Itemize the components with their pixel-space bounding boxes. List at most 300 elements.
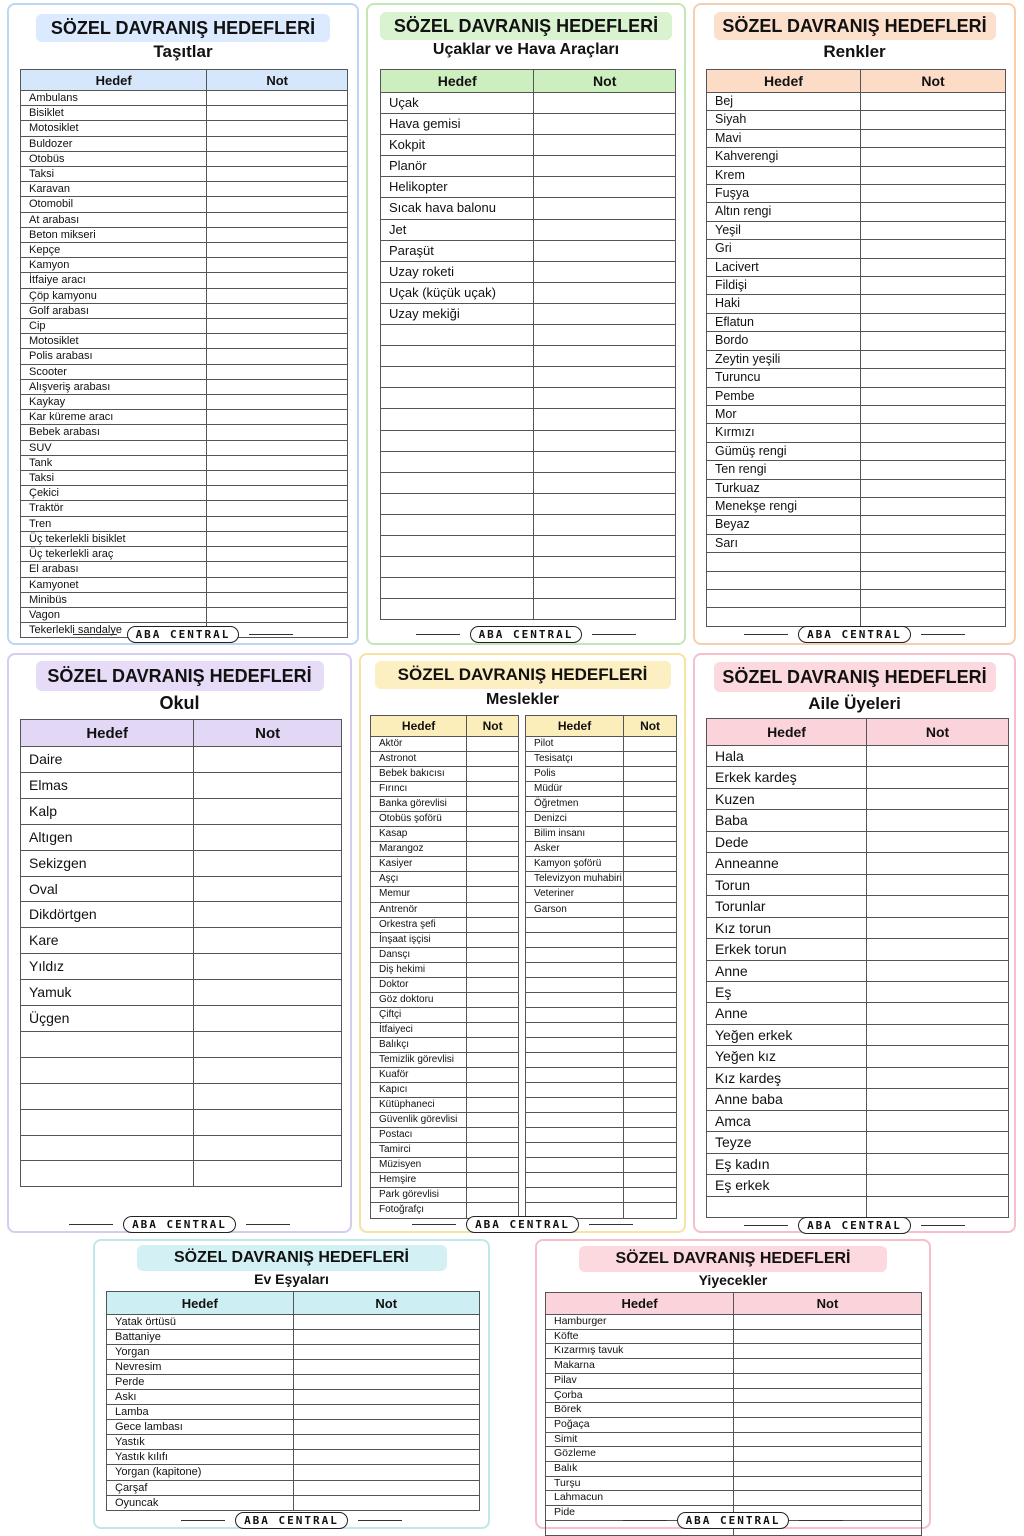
note-cell[interactable] <box>860 405 1005 423</box>
note-cell[interactable] <box>534 451 676 472</box>
note-cell[interactable] <box>207 258 348 273</box>
note-cell[interactable] <box>867 1046 1009 1067</box>
note-cell[interactable] <box>194 876 342 902</box>
note-cell[interactable] <box>534 514 676 535</box>
note-cell[interactable] <box>293 1330 480 1345</box>
table-row <box>21 772 342 798</box>
note-cell[interactable] <box>293 1375 480 1390</box>
note-cell[interactable] <box>293 1390 480 1405</box>
note-cell[interactable] <box>860 479 1005 497</box>
note-cell[interactable] <box>860 332 1005 350</box>
note-cell[interactable] <box>194 928 342 954</box>
note-cell[interactable] <box>734 1388 922 1403</box>
note-cell[interactable] <box>467 857 519 872</box>
note-cell[interactable] <box>534 156 676 177</box>
note-cell[interactable] <box>467 812 519 827</box>
note-cell[interactable] <box>860 497 1005 515</box>
note-cell[interactable] <box>207 121 348 136</box>
note-cell[interactable] <box>860 424 1005 442</box>
note-cell[interactable] <box>194 1109 342 1135</box>
note-cell[interactable] <box>860 571 1005 589</box>
note-cell[interactable] <box>734 1344 922 1359</box>
target-cell <box>381 430 534 451</box>
note-cell[interactable] <box>867 1153 1009 1174</box>
target-cell: Gri <box>707 240 861 258</box>
note-cell[interactable] <box>624 1128 677 1143</box>
note-cell[interactable] <box>194 772 342 798</box>
column-header-target: Hedef <box>381 70 534 93</box>
note-cell[interactable] <box>467 842 519 857</box>
note-cell[interactable] <box>194 1083 342 1109</box>
note-cell[interactable] <box>860 553 1005 571</box>
note-cell[interactable] <box>467 782 519 797</box>
note-cell[interactable] <box>734 1315 922 1330</box>
note-cell[interactable] <box>867 874 1009 895</box>
note-cell[interactable] <box>534 578 676 599</box>
note-cell[interactable] <box>534 177 676 198</box>
note-cell[interactable] <box>207 592 348 607</box>
note-cell[interactable] <box>194 1135 342 1161</box>
target-cell: Astronot <box>371 752 467 767</box>
note-cell[interactable] <box>624 1158 677 1173</box>
note-cell[interactable] <box>194 1057 342 1083</box>
note-cell[interactable] <box>624 1052 677 1067</box>
table-row <box>381 388 676 409</box>
table-row <box>526 1173 677 1188</box>
target-cell: Ambulans <box>21 91 207 106</box>
note-cell[interactable] <box>467 1188 519 1203</box>
note-cell[interactable] <box>207 455 348 470</box>
target-cell: Kırmızı <box>707 424 861 442</box>
note-cell[interactable] <box>207 273 348 288</box>
note-cell[interactable] <box>207 106 348 121</box>
table-row <box>707 240 1006 258</box>
note-cell[interactable] <box>534 114 676 135</box>
target-cell: Oval <box>21 876 194 902</box>
note-cell[interactable] <box>467 1113 519 1128</box>
card-title: SÖZEL DAVRANIŞ HEDEFLERİ <box>380 12 672 40</box>
note-cell[interactable] <box>624 902 677 917</box>
note-cell[interactable] <box>534 240 676 261</box>
note-cell[interactable] <box>860 442 1005 460</box>
table-row <box>371 752 519 767</box>
note-cell[interactable] <box>467 977 519 992</box>
note-cell[interactable] <box>467 1143 519 1158</box>
note-cell[interactable] <box>534 388 676 409</box>
note-cell[interactable] <box>734 1403 922 1418</box>
table-row <box>21 288 348 303</box>
note-cell[interactable] <box>624 1143 677 1158</box>
table-row <box>371 1083 519 1098</box>
note-cell[interactable] <box>534 346 676 367</box>
note-cell[interactable] <box>194 798 342 824</box>
note-cell[interactable] <box>860 461 1005 479</box>
table-row <box>371 1022 519 1037</box>
note-cell[interactable] <box>867 1003 1009 1024</box>
note-cell[interactable] <box>293 1420 480 1435</box>
table-row <box>707 1089 1009 1110</box>
table-row <box>107 1360 480 1375</box>
note-cell[interactable] <box>867 939 1009 960</box>
target-cell: Sekizgen <box>21 850 194 876</box>
note-cell[interactable] <box>467 1007 519 1022</box>
table-row <box>546 1403 922 1418</box>
note-cell[interactable] <box>867 810 1009 831</box>
brand-logo: ABA CENTRAL <box>798 626 911 643</box>
note-cell[interactable] <box>467 917 519 932</box>
target-cell: Çöp kamyonu <box>21 288 207 303</box>
note-cell[interactable] <box>207 182 348 197</box>
note-cell[interactable] <box>534 472 676 493</box>
note-cell[interactable] <box>534 557 676 578</box>
table-row <box>707 497 1006 515</box>
note-cell[interactable] <box>624 917 677 932</box>
target-cell: Minibüs <box>21 592 207 607</box>
note-cell[interactable] <box>867 981 1009 1002</box>
note-cell[interactable] <box>467 737 519 752</box>
note-cell[interactable] <box>624 977 677 992</box>
target-cell <box>381 599 534 620</box>
note-cell[interactable] <box>867 1175 1009 1196</box>
note-cell[interactable] <box>194 1031 342 1057</box>
note-cell[interactable] <box>734 1329 922 1344</box>
note-cell[interactable] <box>207 319 348 334</box>
note-cell[interactable] <box>624 1037 677 1052</box>
target-cell: Taksi <box>21 471 207 486</box>
target-cell: Elmas <box>21 772 194 798</box>
note-cell[interactable] <box>293 1465 480 1480</box>
note-cell[interactable] <box>207 136 348 151</box>
note-cell[interactable] <box>207 91 348 106</box>
note-cell[interactable] <box>534 430 676 451</box>
note-cell[interactable] <box>624 1007 677 1022</box>
note-cell[interactable] <box>534 493 676 514</box>
note-cell[interactable] <box>207 167 348 182</box>
table-row <box>526 752 677 767</box>
table-row <box>381 177 676 198</box>
card-subtitle: Renkler <box>823 42 886 61</box>
note-cell[interactable] <box>867 831 1009 852</box>
note-cell[interactable] <box>467 1037 519 1052</box>
note-cell[interactable] <box>293 1450 480 1465</box>
table-row <box>21 227 348 242</box>
note-cell[interactable] <box>534 367 676 388</box>
note-cell[interactable] <box>207 486 348 501</box>
note-cell[interactable] <box>467 872 519 887</box>
table-row <box>107 1330 480 1345</box>
table-header-row <box>21 70 348 91</box>
note-cell[interactable] <box>467 902 519 917</box>
note-cell[interactable] <box>534 135 676 156</box>
column-header-target: Hedef <box>707 70 861 93</box>
target-cell: Ten rengi <box>707 461 861 479</box>
note-cell[interactable] <box>624 1173 677 1188</box>
note-cell[interactable] <box>860 166 1005 184</box>
note-cell[interactable] <box>867 788 1009 809</box>
note-cell[interactable] <box>624 1022 677 1037</box>
note-cell[interactable] <box>860 608 1005 626</box>
note-cell[interactable] <box>467 752 519 767</box>
table-row <box>21 850 342 876</box>
note-cell[interactable] <box>624 797 677 812</box>
note-cell[interactable] <box>734 1359 922 1374</box>
note-cell[interactable] <box>467 947 519 962</box>
note-cell[interactable] <box>867 1067 1009 1088</box>
note-cell[interactable] <box>624 1068 677 1083</box>
note-cell[interactable] <box>467 1068 519 1083</box>
note-cell[interactable] <box>867 960 1009 981</box>
target-cell: Paraşüt <box>381 240 534 261</box>
note-cell[interactable] <box>624 1098 677 1113</box>
note-cell[interactable] <box>467 992 519 1007</box>
target-cell: Anne <box>707 1003 867 1024</box>
note-cell[interactable] <box>207 501 348 516</box>
note-cell[interactable] <box>207 410 348 425</box>
note-cell[interactable] <box>194 850 342 876</box>
note-cell[interactable] <box>207 212 348 227</box>
note-cell[interactable] <box>624 1083 677 1098</box>
target-cell <box>381 578 534 599</box>
note-cell[interactable] <box>624 767 677 782</box>
note-cell[interactable] <box>467 1128 519 1143</box>
note-cell[interactable] <box>467 797 519 812</box>
note-cell[interactable] <box>624 737 677 752</box>
target-cell: Üç tekerlekli bisiklet <box>21 531 207 546</box>
table-row <box>371 797 519 812</box>
note-cell[interactable] <box>624 1188 677 1203</box>
note-cell[interactable] <box>207 395 348 410</box>
note-cell[interactable] <box>194 954 342 980</box>
note-cell[interactable] <box>207 577 348 592</box>
note-cell[interactable] <box>624 872 677 887</box>
note-cell[interactable] <box>293 1435 480 1450</box>
table-row <box>21 562 348 577</box>
table-row <box>381 346 676 367</box>
note-cell[interactable] <box>624 947 677 962</box>
target-cell: Krem <box>707 166 861 184</box>
table-row <box>526 932 677 947</box>
note-cell[interactable] <box>467 1083 519 1098</box>
note-cell[interactable] <box>734 1432 922 1447</box>
target-cell <box>526 1083 624 1098</box>
note-cell[interactable] <box>534 599 676 620</box>
note-cell[interactable] <box>860 313 1005 331</box>
note-cell[interactable] <box>293 1405 480 1420</box>
note-cell[interactable] <box>467 1158 519 1173</box>
table-row <box>371 1188 519 1203</box>
note-cell[interactable] <box>534 282 676 303</box>
target-cell: Çorba <box>546 1388 734 1403</box>
note-cell[interactable] <box>293 1345 480 1360</box>
table-row <box>21 954 342 980</box>
note-cell[interactable] <box>194 824 342 850</box>
note-cell[interactable] <box>860 369 1005 387</box>
note-cell[interactable] <box>624 962 677 977</box>
table-row <box>21 273 348 288</box>
note-cell[interactable] <box>867 1089 1009 1110</box>
note-cell[interactable] <box>207 303 348 318</box>
target-cell: Kızarmış tavuk <box>546 1344 734 1359</box>
note-cell[interactable] <box>734 1462 922 1477</box>
note-cell[interactable] <box>867 746 1009 767</box>
target-cell: Diş hekimi <box>371 962 467 977</box>
note-cell[interactable] <box>624 992 677 1007</box>
table-row <box>707 185 1006 203</box>
note-cell[interactable] <box>207 607 348 622</box>
note-cell[interactable] <box>860 258 1005 276</box>
note-cell[interactable] <box>207 531 348 546</box>
target-cell: Kaykay <box>21 395 207 410</box>
note-cell[interactable] <box>867 853 1009 874</box>
note-cell[interactable] <box>534 198 676 219</box>
note-cell[interactable] <box>860 93 1005 111</box>
note-cell[interactable] <box>207 440 348 455</box>
table-row <box>707 608 1006 626</box>
note-cell[interactable] <box>207 471 348 486</box>
note-cell[interactable] <box>467 827 519 842</box>
table-row <box>21 440 348 455</box>
note-cell[interactable] <box>860 387 1005 405</box>
table-row <box>371 827 519 842</box>
target-cell: Dede <box>707 831 867 852</box>
note-cell[interactable] <box>624 827 677 842</box>
target-cell: At arabası <box>21 212 207 227</box>
note-cell[interactable] <box>534 261 676 282</box>
note-cell[interactable] <box>534 409 676 430</box>
note-cell[interactable] <box>860 111 1005 129</box>
target-cell: Vagon <box>21 607 207 622</box>
brand-footer <box>361 1216 684 1233</box>
note-cell[interactable] <box>194 980 342 1006</box>
column-header-target: Hedef <box>107 1292 294 1315</box>
target-cell: Eş <box>707 981 867 1002</box>
note-cell[interactable] <box>624 857 677 872</box>
table-row <box>371 1173 519 1188</box>
note-cell[interactable] <box>867 1132 1009 1153</box>
note-cell[interactable] <box>860 295 1005 313</box>
target-cell: Lacivert <box>707 258 861 276</box>
table-row <box>371 977 519 992</box>
note-cell[interactable] <box>860 148 1005 166</box>
target-cell <box>526 1158 624 1173</box>
note-cell[interactable] <box>534 93 676 114</box>
note-cell[interactable] <box>207 425 348 440</box>
note-cell[interactable] <box>534 535 676 556</box>
note-cell[interactable] <box>860 277 1005 295</box>
note-cell[interactable] <box>207 379 348 394</box>
note-cell[interactable] <box>207 547 348 562</box>
note-cell[interactable] <box>860 240 1005 258</box>
note-cell[interactable] <box>207 151 348 166</box>
note-cell[interactable] <box>734 1417 922 1432</box>
note-cell[interactable] <box>293 1360 480 1375</box>
note-cell[interactable] <box>734 1476 922 1491</box>
note-cell[interactable] <box>534 325 676 346</box>
note-cell[interactable] <box>207 197 348 212</box>
table-row <box>21 1161 342 1187</box>
note-cell[interactable] <box>194 747 342 773</box>
note-cell[interactable] <box>860 185 1005 203</box>
note-cell[interactable] <box>207 334 348 349</box>
target-cell: Park görevlisi <box>371 1188 467 1203</box>
note-cell[interactable] <box>207 288 348 303</box>
divider <box>921 1225 965 1226</box>
note-cell[interactable] <box>867 896 1009 917</box>
note-cell[interactable] <box>207 227 348 242</box>
note-cell[interactable] <box>860 203 1005 221</box>
note-cell[interactable] <box>624 752 677 767</box>
target-cell <box>381 535 534 556</box>
note-cell[interactable] <box>867 1110 1009 1131</box>
note-cell[interactable] <box>860 534 1005 552</box>
table-row <box>21 486 348 501</box>
note-cell[interactable] <box>194 902 342 928</box>
note-cell[interactable] <box>624 782 677 797</box>
note-cell[interactable] <box>867 1024 1009 1045</box>
note-cell[interactable] <box>207 516 348 531</box>
note-cell[interactable] <box>467 767 519 782</box>
note-cell[interactable] <box>207 243 348 258</box>
note-cell[interactable] <box>194 1006 342 1032</box>
card-title: SÖZEL DAVRANIŞ HEDEFLERİ <box>137 1245 447 1271</box>
column-header-target: Hedef <box>371 716 467 737</box>
note-cell[interactable] <box>293 1315 480 1330</box>
note-cell[interactable] <box>467 962 519 977</box>
note-cell[interactable] <box>194 1161 342 1187</box>
note-cell[interactable] <box>467 1052 519 1067</box>
note-cell[interactable] <box>293 1480 480 1495</box>
note-cell[interactable] <box>734 1447 922 1462</box>
note-cell[interactable] <box>860 516 1005 534</box>
note-cell[interactable] <box>867 917 1009 938</box>
note-cell[interactable] <box>734 1491 922 1506</box>
note-cell[interactable] <box>860 129 1005 147</box>
table-row <box>707 442 1006 460</box>
note-cell[interactable] <box>467 887 519 902</box>
table-row <box>707 516 1006 534</box>
targets-table-left <box>370 715 519 1219</box>
target-cell: Üçgen <box>21 1006 194 1032</box>
note-cell[interactable] <box>467 1022 519 1037</box>
note-cell[interactable] <box>467 1098 519 1113</box>
target-cell: Tamirci <box>371 1143 467 1158</box>
note-cell[interactable] <box>207 349 348 364</box>
note-cell[interactable] <box>624 1113 677 1128</box>
table-row <box>526 1007 677 1022</box>
note-cell[interactable] <box>467 1173 519 1188</box>
note-cell[interactable] <box>534 303 676 324</box>
card-tasitlar <box>7 3 359 645</box>
note-cell[interactable] <box>867 1196 1009 1217</box>
note-cell[interactable] <box>624 812 677 827</box>
note-cell[interactable] <box>867 767 1009 788</box>
note-cell[interactable] <box>534 219 676 240</box>
note-cell[interactable] <box>624 932 677 947</box>
target-cell: Kamyonet <box>21 577 207 592</box>
note-cell[interactable] <box>860 350 1005 368</box>
note-cell[interactable] <box>860 589 1005 607</box>
note-cell[interactable] <box>624 887 677 902</box>
note-cell[interactable] <box>860 221 1005 239</box>
table-row <box>707 939 1009 960</box>
note-cell[interactable] <box>293 1495 480 1510</box>
note-cell[interactable] <box>734 1373 922 1388</box>
note-cell[interactable] <box>467 932 519 947</box>
note-cell[interactable] <box>207 562 348 577</box>
note-cell[interactable] <box>624 842 677 857</box>
note-cell[interactable] <box>207 364 348 379</box>
card-subtitle: Meslekler <box>486 691 559 708</box>
